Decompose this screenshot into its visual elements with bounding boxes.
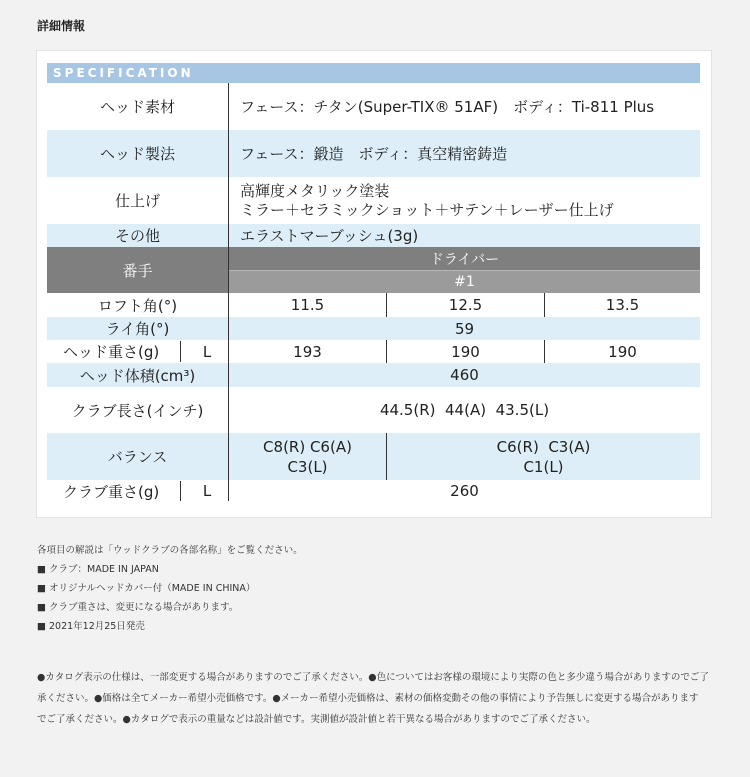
row-loft bbox=[47, 293, 700, 317]
specification-bar: SPECIFICATION bbox=[47, 63, 700, 83]
club-weight-value: 260 bbox=[450, 482, 479, 500]
number-label: 番手 bbox=[47, 247, 228, 293]
other-value: エラストマーブッシュ(3g) bbox=[240, 227, 419, 245]
notes-list bbox=[37, 541, 303, 636]
loft-divider-2 bbox=[544, 293, 545, 317]
loft-divider-1 bbox=[386, 293, 387, 317]
club-weight-sub: L bbox=[202, 482, 212, 500]
row-lie bbox=[47, 317, 700, 340]
head-weight-value-3: 190 bbox=[608, 342, 637, 361]
loft-value-1: 11.5 bbox=[290, 296, 325, 314]
footer-line-2: 承ください。●価格は全てメーカー希望小売価格です。●メーカー希望小売価格は、素材の価格変動その他の事情により予告無しに変更する場合があります bbox=[37, 693, 699, 704]
row-other bbox=[47, 224, 700, 247]
loft-value-2: 12.5 bbox=[448, 296, 483, 314]
balance-right-line-1: C6(R) C3(A) bbox=[496, 437, 591, 456]
table-vertical-divider bbox=[228, 83, 229, 501]
balance-right bbox=[387, 433, 700, 480]
balance-divider bbox=[386, 433, 387, 480]
head-material-label: ヘッド素材 bbox=[99, 98, 175, 116]
balance-left-line-1: C8(R) C6(A) bbox=[263, 437, 352, 456]
head-weight-divider-2 bbox=[544, 340, 545, 363]
footer-disclaimer bbox=[37, 667, 717, 730]
row-balance bbox=[47, 433, 700, 480]
club-weight-label: クラブ重さ(g) bbox=[63, 482, 160, 501]
row-club-length bbox=[47, 387, 700, 433]
row-club-weight bbox=[47, 480, 700, 502]
balance-left bbox=[229, 433, 386, 480]
note-made-in: ■ クラブ：MADE IN JAPAN bbox=[37, 564, 159, 575]
finish-value bbox=[240, 177, 700, 224]
balance-left-line-2: C3(L) bbox=[287, 457, 328, 476]
head-method-value: フェース：鍛造 ボディ：真空精密鋳造 bbox=[240, 145, 508, 163]
head-volume-label: ヘッド体積(cm³) bbox=[79, 366, 196, 385]
head-method-label: ヘッド製法 bbox=[99, 145, 175, 163]
head-material-value: フェース：チタン(Super-TIX® 51AF) ボディ：Ti-811 Plus bbox=[240, 98, 655, 116]
other-label: その他 bbox=[114, 227, 160, 245]
row-head-volume bbox=[47, 363, 700, 387]
number-category: ドライバー bbox=[229, 247, 700, 270]
row-head-method bbox=[47, 130, 700, 177]
row-head-material bbox=[47, 83, 700, 130]
finish-line-2: ミラー＋セラミックショット＋サテン＋レーザー仕上げ bbox=[240, 200, 614, 219]
balance-right-line-2: C1(L) bbox=[523, 457, 564, 476]
head-volume-value: 460 bbox=[450, 366, 479, 384]
number-model: #1 bbox=[229, 270, 700, 293]
loft-label: ロフト角(°) bbox=[97, 296, 178, 315]
section-heading: 詳細情報 bbox=[37, 19, 86, 33]
note-headcover: ■ オリジナルヘッドカバー付（MADE IN CHINA） bbox=[37, 583, 256, 594]
club-length-value: 44.5(R) 44(A) 43.5(L) bbox=[379, 401, 550, 419]
head-weight-value-2: 190 bbox=[451, 342, 480, 361]
club-weight-sub-divider bbox=[180, 481, 181, 501]
lie-value: 59 bbox=[454, 319, 475, 338]
finish-label: 仕上げ bbox=[114, 192, 160, 210]
head-weight-divider-1 bbox=[386, 340, 387, 363]
head-weight-value-1: 193 bbox=[293, 342, 322, 361]
footer-line-3: でご了承ください。●カタログで表示の重量などは設計値です。実測値が設計値と若干異なる場合がありますのでご了承ください。 bbox=[37, 714, 596, 725]
note-intro: 各項目の解説は「ウッドクラブの各部名称」をご覧ください。 bbox=[37, 545, 303, 556]
head-weight-sub: L bbox=[202, 342, 212, 361]
note-release-date: ■ 2021年12月25日発売 bbox=[37, 621, 145, 632]
club-length-label: クラブ長さ(インチ) bbox=[71, 401, 204, 420]
head-weight-sub-divider bbox=[180, 341, 181, 362]
row-head-weight bbox=[47, 340, 700, 363]
head-weight-label: ヘッド重さ(g) bbox=[63, 343, 160, 361]
footer-line-1: ●カタログ表示の仕様は、一部変更する場合がありますのでご了承ください。●色についてはお客様の環境により実際の色と多少違う場合がありますのでご了 bbox=[37, 672, 709, 683]
lie-label: ライ角(°) bbox=[105, 320, 170, 338]
finish-line-1: 高輝度メタリック塗装 bbox=[240, 181, 390, 200]
note-weight-change: ■ クラブ重さは、変更になる場合があります。 bbox=[37, 602, 239, 613]
loft-value-3: 13.5 bbox=[605, 296, 640, 314]
balance-label: バランス bbox=[107, 448, 168, 466]
row-finish bbox=[47, 177, 700, 224]
